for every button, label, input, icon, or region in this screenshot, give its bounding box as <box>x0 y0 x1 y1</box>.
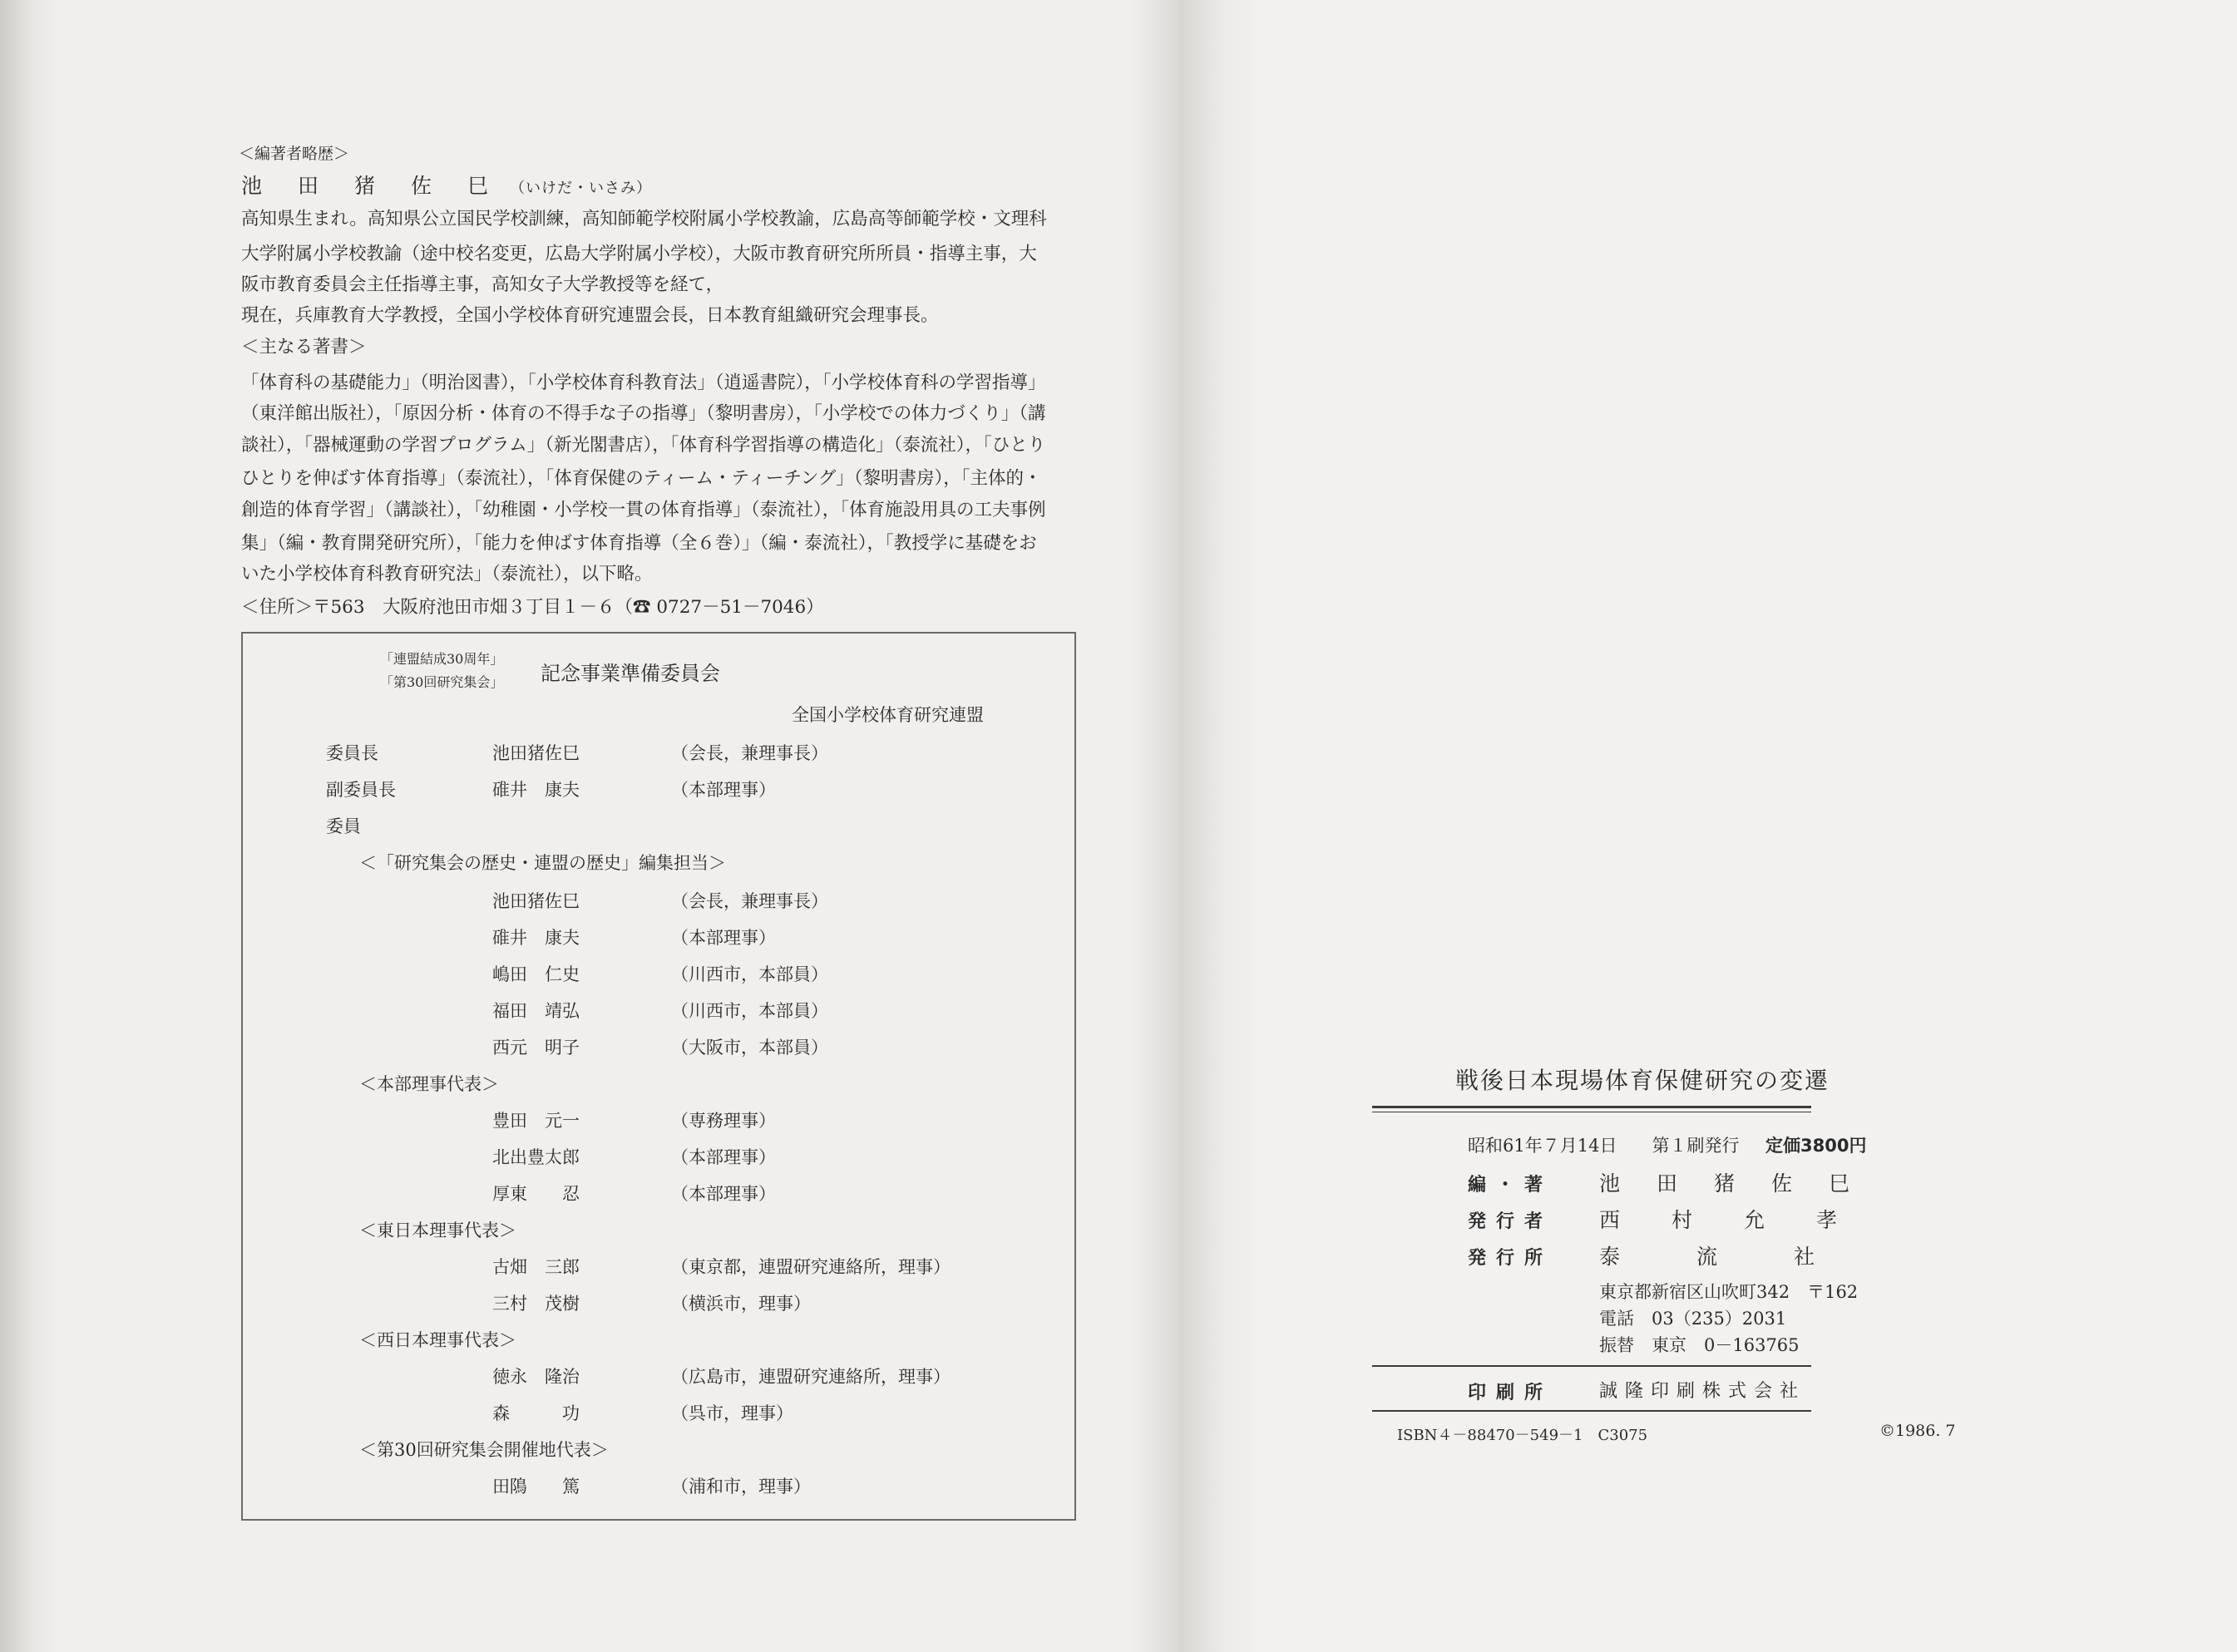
member-name: 田隝 篤 <box>492 1477 580 1497</box>
member-note: （本部理事） <box>671 1147 776 1167</box>
committee-title: 記念事業準備委員会 <box>541 662 720 685</box>
bio-line: 大学附属小学校教諭（途中校名変更，広島大学附属小学校），大阪市教育研究所所員・指導主事，大 <box>241 244 1037 264</box>
author-reading: （いけだ・いさみ） <box>509 180 652 197</box>
member-note: （川西市，本部員） <box>671 964 828 984</box>
price: 定価3800円 <box>1765 1136 1867 1156</box>
member-name: 北出豊太郎 <box>492 1147 580 1167</box>
chair-note: （会長，兼理事長） <box>671 743 828 763</box>
book-title: 戦後日本現場体育保健研究の変遷 <box>1455 1067 1830 1094</box>
member-note: （本部理事） <box>671 928 776 948</box>
bio-line: 阪市教育委員会主任指導主事，高知女子大学教授等を経て， <box>241 274 724 295</box>
isbn: ISBN４－88470－549－1 C3075 <box>1397 1427 1648 1444</box>
committee-org: 全国小学校体育研究連盟 <box>792 705 984 725</box>
publisher-transfer: 振替 東京 0－163765 <box>1599 1335 1800 1355</box>
works-line: いた小学校体育科教育研究法」（泰流社），以下略。 <box>241 564 653 584</box>
colophon-value: 西村允孝 <box>1599 1208 1889 1232</box>
member-note: （会長，兼理事長） <box>671 891 828 911</box>
works-line: ひとりを伸ばす体育指導」（泰流社），「体育保健のティーム・ティーチング」（黎明書房），「主体的・ <box>241 468 1042 489</box>
member-name: 嶋田 仁史 <box>492 964 580 984</box>
group-heading: ＜本部理事代表＞ <box>359 1074 499 1094</box>
colophon-label: 編・著 <box>1468 1175 1553 1196</box>
member-name: 碓井 康夫 <box>492 928 580 948</box>
bio-line: 高知県生まれ。高知県公立国民学校訓練，高知師範学校附属小学校教諭，広島高等師範学校・文理科 <box>241 209 1047 229</box>
date-line: 昭和61年７月14日 第１刷発行 <box>1468 1136 1740 1156</box>
member-note: （本部理事） <box>671 1184 776 1204</box>
member-name: 森 功 <box>492 1403 580 1423</box>
printer-label: 印刷所 <box>1468 1383 1553 1403</box>
member-note: （東京都，連盟研究連絡所，理事） <box>671 1257 951 1277</box>
member-note: （呉市，理事） <box>671 1403 793 1423</box>
group-heading: ＜東日本理事代表＞ <box>359 1221 516 1240</box>
colophon-value: 泰流社 <box>1599 1245 1892 1269</box>
bio-line: 現在，兵庫教育大学教授，全国小学校体育研究連盟会長，日本教育組織研究会理事長。 <box>241 305 939 326</box>
chair-name: 池田猪佐巳 <box>492 743 580 763</box>
works-heading: ＜主なる著書＞ <box>241 337 367 358</box>
member-name: 三村 茂樹 <box>492 1294 580 1314</box>
works-line: 創造的体育学習」（講談社），「幼稚園・小学校一貫の体育指導」（泰流社），「体育施設用具の工夫事例 <box>241 500 1046 520</box>
member-name: 豊田 元一 <box>492 1111 580 1131</box>
group-heading: ＜第30回研究集会開催地代表＞ <box>359 1440 609 1460</box>
works-line: 集」（編・教育開発研究所），「能力を伸ばす体育指導（全６巻）」（編・泰流社），「教授学に基礎をお <box>241 533 1037 554</box>
committee-tag: 「連盟結成30周年」 <box>380 651 504 667</box>
bio-heading: ＜編著者略歴＞ <box>239 145 350 163</box>
mid-rule <box>1372 1365 1811 1367</box>
group-heading: ＜「研究集会の歴史・連盟の歴史」編集担当＞ <box>359 853 726 873</box>
author-name: 池 田 猪 佐 巳 <box>241 174 496 198</box>
printer-name: 誠隆印刷株式会社 <box>1599 1381 1806 1402</box>
copyright: ©1986. 7 <box>1879 1422 1956 1440</box>
address-line: ＜住所＞〒563 大阪府池田市畑３丁目１－６（☎ 0727－51－7046） <box>241 597 824 618</box>
member-note: （横浜市，理事） <box>671 1294 811 1314</box>
member-name: 厚東 忍 <box>492 1184 580 1204</box>
colophon-label: 発行者 <box>1468 1211 1553 1232</box>
works-line: 談社），「器械運動の学習プログラム」（新光閣書店），「体育科学習指導の構造化」（泰流社），「ひとり <box>241 435 1046 456</box>
right-page <box>1179 0 2237 1652</box>
chair-role: 委員長 <box>326 743 378 763</box>
member-note: （専務理事） <box>671 1111 776 1131</box>
group-heading: ＜西日本理事代表＞ <box>359 1330 516 1350</box>
members-role: 委員 <box>326 816 361 836</box>
committee-box <box>241 632 1076 1521</box>
bottom-rule <box>1372 1410 1811 1412</box>
member-name: 福田 靖弘 <box>492 1001 580 1021</box>
member-note: （大阪市，本部員） <box>671 1038 828 1058</box>
works-line: 「体育科の基礎能力」（明治図書），「小学校体育科教育法」（逍遥書院），「小学校体育科の学習指導」 <box>241 372 1046 393</box>
publisher-phone: 電話 03（235）2031 <box>1599 1309 1787 1329</box>
member-name: 徳永 隆治 <box>492 1367 580 1387</box>
colophon-value: 池田猪佐巳 <box>1599 1171 1887 1196</box>
member-name: 西元 明子 <box>492 1038 580 1058</box>
member-note: （広島市，連盟研究連絡所，理事） <box>671 1367 951 1387</box>
member-note: （浦和市，理事） <box>671 1477 811 1497</box>
colophon-label: 発行所 <box>1468 1248 1553 1269</box>
vice-name: 碓井 康夫 <box>492 780 580 800</box>
member-name: 古畑 三郎 <box>492 1257 580 1277</box>
member-note: （川西市，本部員） <box>671 1001 828 1021</box>
author-name-line <box>241 170 652 200</box>
vice-note: （本部理事） <box>671 780 776 800</box>
publisher-address: 東京都新宿区山吹町342 〒162 <box>1599 1282 1859 1302</box>
committee-tag: 「第30回研究集会」 <box>380 674 504 690</box>
vice-role: 副委員長 <box>326 780 396 800</box>
works-line: （東洋館出版社），「原因分析・体育の不得手な子の指導」（黎明書房），「小学校での体力づくり」（講 <box>241 403 1046 424</box>
member-name: 池田猪佐巳 <box>492 891 580 911</box>
top-rule <box>1372 1106 1811 1108</box>
